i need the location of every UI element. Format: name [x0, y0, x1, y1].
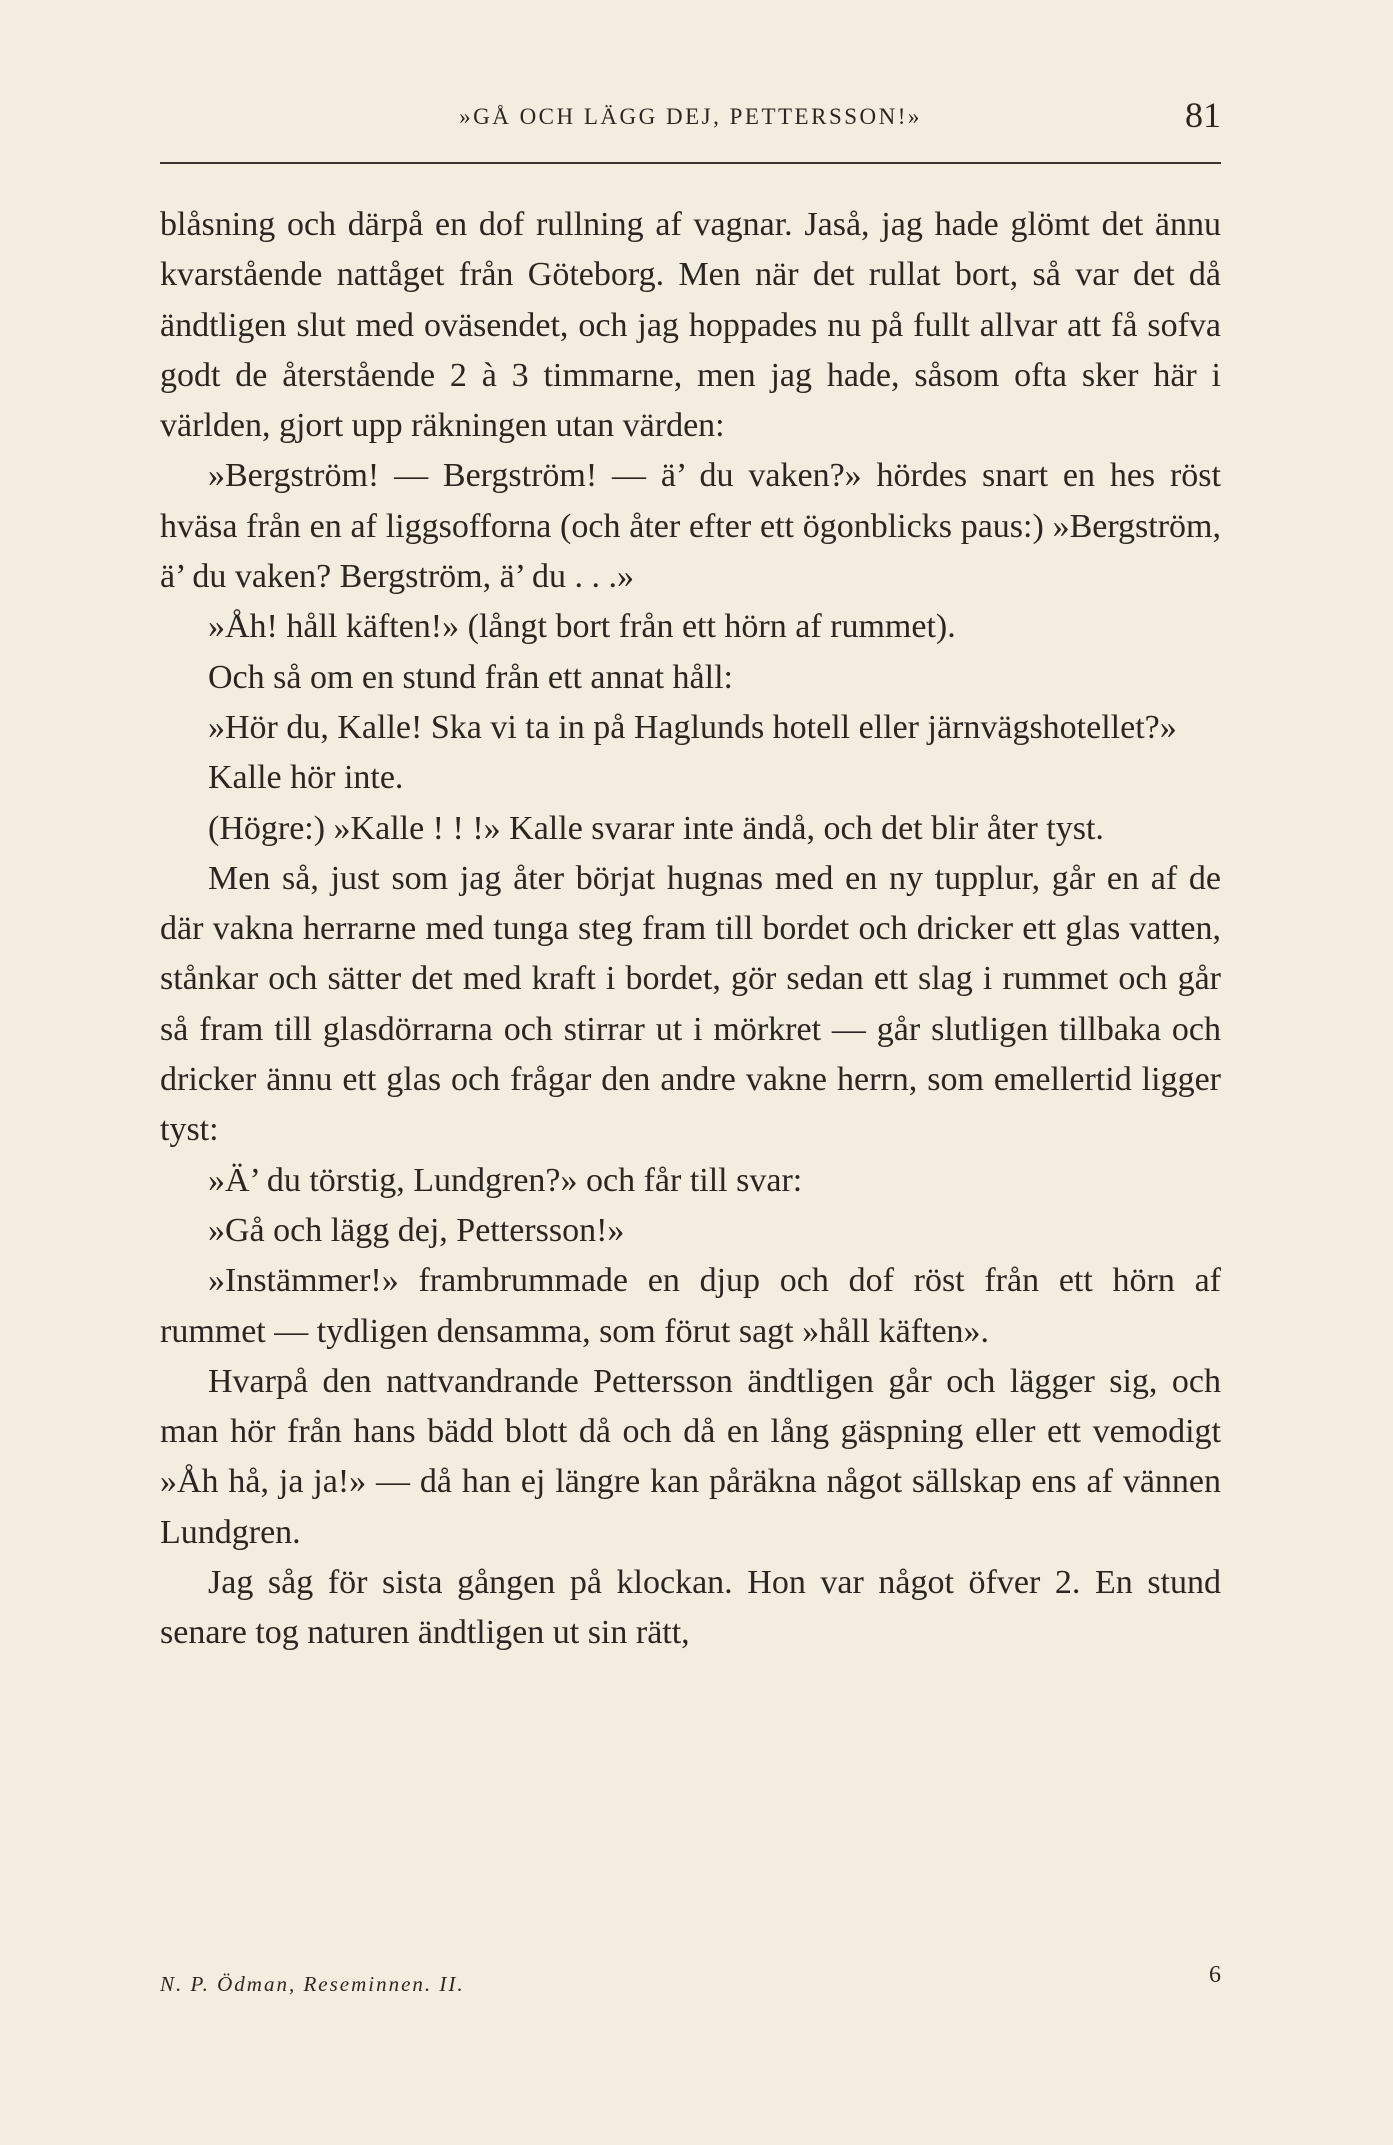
paragraph: »Åh! håll käften!» (långt bort från ett hörn af rummet). — [208, 608, 956, 646]
paragraph: »Ä’ du törstig, Lundgren?» och får till svar: — [208, 1161, 803, 1199]
paragraph: (Högre:) »Kalle ! ! !» Kalle svarar inte ändå, och det blir åter tyst. — [208, 809, 1104, 847]
paragraph: blåsning och därpå en dof rullning af vagnar. Jaså, jag hade glömt det ännu kvarstående nattåget från Göteborg. Men när det rullat bort, så var det då ändtligen slut med oväsendet, och jag hoppades nu på fullt allvar att få sofva godt de återstående 2 à 3 timmarne, men jag hade, såsom ofta sker här i världen, gjort upp räkningen utan värden: — [160, 206, 1221, 445]
paragraph: »Instämmer!» frambrummade en djup och dof röst från ett hörn af rummet — tydligen densamma, som förut sagt »håll käften». — [160, 1262, 1221, 1350]
page-footer — [160, 1962, 1221, 2002]
signature-mark: N. P. Ödman, Reseminnen. II. — [160, 1972, 465, 1996]
page-header — [160, 88, 1221, 148]
sheet-number: 6 — [1209, 1962, 1221, 1988]
paragraph: Hvarpå den nattvandrande Pettersson ändtligen går och lägger sig, och man hör från hans bädd blott då och då en lång gäspning eller ett vemodigt »Åh hå, ja ja!» — då han ej längre kan påräkna något sällskap ens af vännen Lundgren. — [160, 1362, 1221, 1551]
paragraph: »Gå och lägg dej, Pettersson!» — [208, 1211, 625, 1249]
body-text — [160, 200, 1221, 1659]
paragraph: Men så, just som jag åter börjat hugnas med en ny tupplur, går en af de där vakna herrarne med tunga steg fram till bordet och dricker ett glas vatten, stånkar och sätter det med kraft i bordet, gör sedan ett slag i rummet och går så fram till glasdörrarna och stirrar ut i mörkret — går slutligen tillbaka och dricker ännu ett glas och frågar den andre vakne herrn, som emellertid ligger tyst: — [160, 859, 1221, 1149]
running-head: »GÅ OCH LÄGG DEJ, PETTERSSON!» — [459, 104, 922, 129]
page-number: 81 — [1185, 95, 1221, 135]
paragraph: Och så om en stund från ett annat håll: — [208, 658, 733, 696]
paragraph: Kalle hör inte. — [208, 759, 404, 797]
header-rule — [160, 162, 1221, 164]
paragraph: »Bergström! — Bergström! — ä’ du vaken?» hördes snart en hes röst hväsa från en af liggsofforna (och åter efter ett ögonblicks paus:) »Bergström, ä’ du vaken? Bergström, ä’ du . . .» — [160, 457, 1221, 596]
paragraph: »Hör du, Kalle! Ska vi ta in på Haglunds hotell eller järnvägshotellet?» — [208, 708, 1177, 746]
paragraph: Jag såg för sista gången på klockan. Hon var något öfver 2. En stund senare tog naturen ändtligen ut sin rätt, — [160, 1564, 1221, 1652]
